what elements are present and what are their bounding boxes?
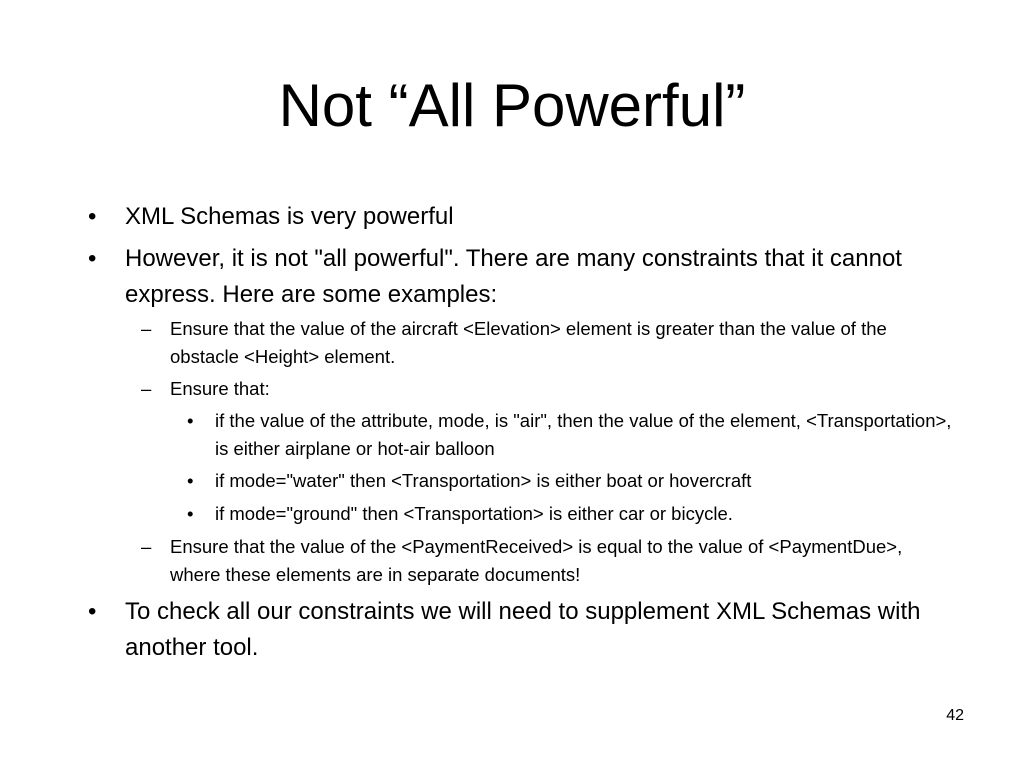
bullet-text: To check all our constraints we will need to supplement XML Schemas with another tool.	[125, 598, 921, 661]
bullet-text: XML Schemas is very powerful	[125, 203, 454, 230]
sub-sub-bullet-text: if mode="water" then <Transportation> is either boat or hovercraft	[215, 470, 752, 491]
sub-sub-bullet-marker: •	[187, 470, 194, 491]
bullet-text: However, it is not "all powerful". There are many constraints that it cannot express. Here are some examples:	[125, 245, 902, 308]
sub-bullet-text: Ensure that:	[170, 378, 270, 399]
sub-bullet-marker: –	[141, 318, 152, 339]
sub-bullet-text: Ensure that the value of the aircraft <Elevation> element is greater than the value of the obstacle <Height> element.	[170, 318, 887, 367]
bullet-marker: •	[88, 245, 97, 272]
page-number: 42	[946, 707, 964, 724]
sub-sub-bullet-text: if mode="ground" then <Transportation> is either car or bicycle.	[215, 503, 733, 524]
sub-sub-bullet-marker: •	[187, 410, 194, 431]
bullet-marker: •	[88, 598, 97, 625]
bullet-marker: •	[88, 203, 97, 230]
sub-bullet-marker: –	[141, 536, 152, 557]
sub-sub-bullet-text: if the value of the attribute, mode, is "air", then the value of the element, <Transportation>, is either airplane or hot-air balloon	[215, 410, 952, 459]
sub-bullet-marker: –	[141, 378, 152, 399]
slide-title: Not “All Powerful”	[278, 72, 746, 139]
sub-sub-bullet-marker: •	[187, 503, 194, 524]
sub-bullet-text: Ensure that the value of the <PaymentReceived> is equal to the value of <PaymentDue>, where these elements are in separate documents!	[170, 536, 903, 585]
